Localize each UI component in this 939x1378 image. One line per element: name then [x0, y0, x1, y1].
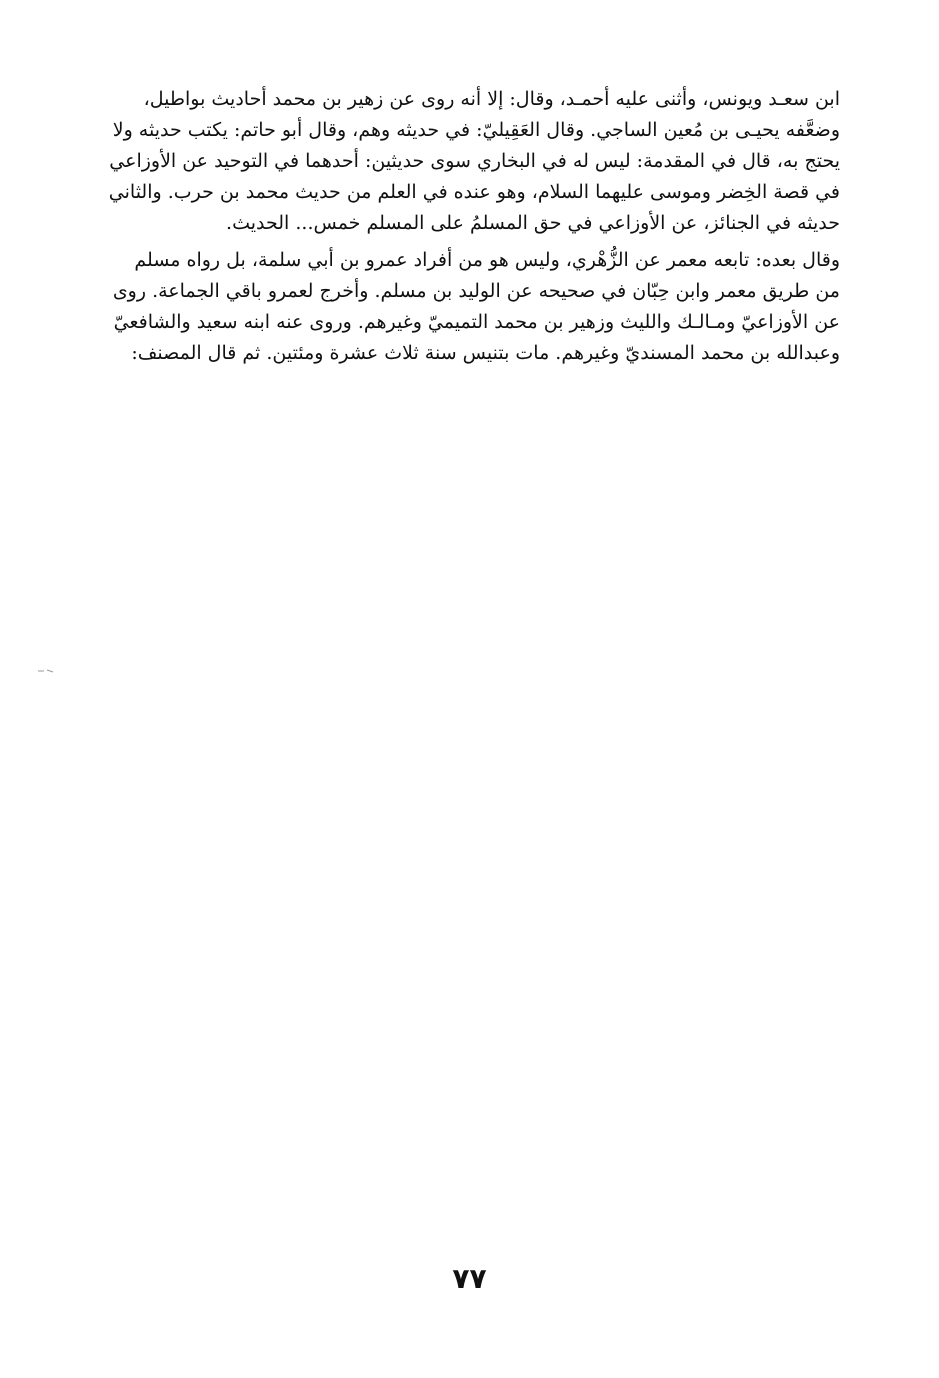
paragraph-2 — [70, 245, 840, 369]
text-line: وعبدالله بن محمد المسنديّ وغيرهم. مات بتنيس سنة ثلاث عشرة ومئتين. ثم قال المصنف: — [131, 342, 840, 364]
text-line: وقال بعده: تابعه معمر عن الزُّهْري، وليس هو من أفراد عمرو بن أبي سلمة، بل رواه مسلم — [134, 249, 840, 271]
text-line: في قصة الخِضر وموسى عليهما السلام، وهو عنده في العلم من حديث محمد بن حرب. والثاني — [108, 181, 840, 203]
scan-speck — [36, 668, 56, 674]
text-line: وضعَّفه يحيـى بن مُعين الساجي. وقال العَقِيليّ: في حديثه وهم، وقال أبو حاتم: يكتب حديثه ولا — [112, 119, 840, 141]
text-line: ابن سعـد ويونس، وأثنى عليه أحمـد، وقال: إلا أنه روى عن زهير بن محمد أحاديث بواطيل، — [143, 88, 840, 110]
text-line: حديثه في الجنائز، عن الأوزاعي في حق المسلمُ على المسلم خمس... الحديث. — [226, 212, 840, 234]
paragraph-1 — [70, 84, 840, 239]
page-number: ٧٧ — [452, 1262, 487, 1295]
text-line: يحتج به، قال في المقدمة: ليس له في البخاري سوى حديثين: أحدهما في التوحيد عن الأوزاعي — [109, 150, 840, 172]
text-line: عن الأوزاعيّ ومـالـك والليث وزهير بن محمد التميميّ وغيرهم. وروى عنه ابنه سعيد والشافعيّ — [113, 311, 840, 333]
body-text — [70, 84, 840, 369]
text-line: من طريق معمر وابن حِبّان في صحيحه عن الوليد بن مسلم. وأخرج لعمرو باقي الجماعة. روى — [112, 280, 840, 302]
